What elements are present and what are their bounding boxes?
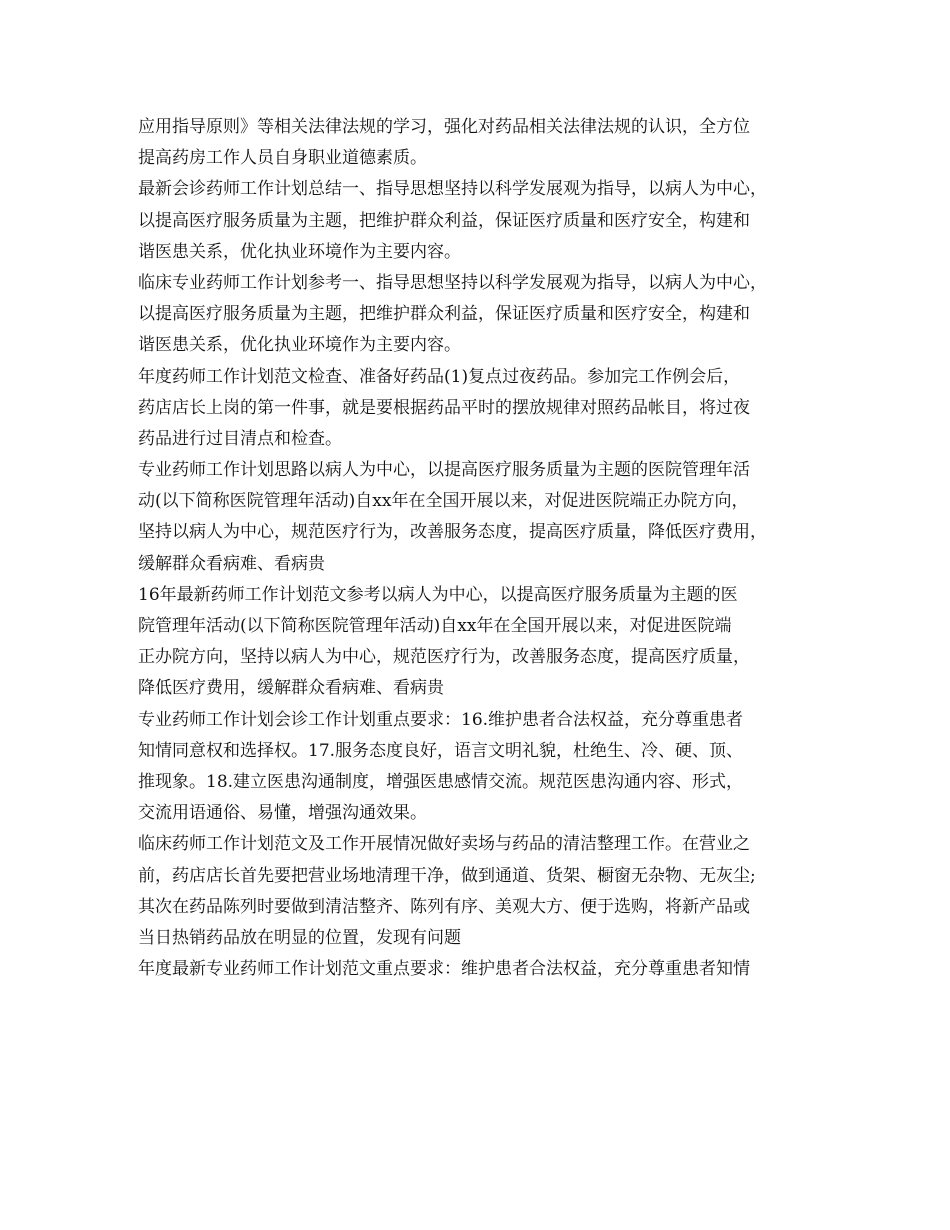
text-line: 应用指导原则》等相关法律法规的学习，强化对药品相关法律法规的认识，全方位 [138, 117, 750, 137]
text-line: 院管理年活动(以下简称医院管理年活动)自xx年在全国开展以来，对促进医院端 [138, 616, 732, 636]
text-line: 年度最新专业药师工作计划范文重点要求：维护患者合法权益，充分尊重患者知情 [138, 959, 750, 980]
text-line: 正办院方向，坚持以病人为中心，规范医疗行为，改善服务态度，提高医疗质量， [138, 647, 750, 668]
text-line: 当日热销药品放在明显的位置，发现有问题 [138, 927, 461, 948]
text-line: 专业药师工作计划思路以病人为中心，以提高医疗服务质量为主题的医院管理年活 [138, 460, 750, 481]
text-line: 临床药师工作计划范文及工作开展情况做好卖场与药品的清洁整理工作。在营业之 [138, 834, 750, 855]
text-line: 最新会诊药师工作计划总结一、指导思想坚持以科学发展观为指导，以病人为中心， [138, 179, 767, 200]
text-line: 动(以下简称医院管理年活动)自xx年在全国开展以来，对促进医院端正办院方向， [138, 491, 749, 512]
text-line: 药品进行过目清点和检查。 [138, 428, 342, 449]
text-line: 推现象。18.建立医患沟通制度，增强医患感情交流。规范医患沟通内容、形式， [138, 771, 744, 792]
text-line: 专业药师工作计划会诊工作计划重点要求：16.维护患者合法权益，充分尊重患者 [138, 709, 744, 730]
text-line: 临床专业药师工作计划参考一、指导思想坚持以科学发展观为指导，以病人为中心， [138, 272, 767, 293]
text-line: 谐医患关系，优化执业环境作为主要内容。 [138, 241, 461, 262]
text-line: 降低医疗费用，缓解群众看病难、看病贵 [138, 678, 444, 699]
text-line: 年度药师工作计划范文检查、准备好药品(1)复点过夜药品。参加完工作例会后， [138, 366, 741, 387]
text-line: 以提高医疗服务质量为主题，把维护群众利益，保证医疗质量和医疗安全，构建和 [138, 210, 750, 231]
text-line: 前，药店店长首先要把营业场地清理干净，做到通道、货架、橱窗无杂物、无灰尘; [138, 865, 756, 886]
text-line: 知情同意权和选择权。17.服务态度良好，语言文明礼貌，杜绝生、冷、硬、顶、 [138, 740, 744, 761]
text-line: 缓解群众看病难、看病贵 [138, 553, 325, 574]
text-line: 以提高医疗服务质量为主题，把维护群众利益，保证医疗质量和医疗安全，构建和 [138, 304, 750, 325]
text-line: 其次在药品陈列时要做到清洁整齐、陈列有序、美观大方、便于选购，将新产品或 [138, 896, 750, 917]
document-body [138, 112, 828, 985]
text-line: 谐医患关系，优化执业环境作为主要内容。 [138, 335, 461, 356]
text-line: 提高药房工作人员自身职业道德素质。 [138, 148, 427, 169]
text-line: 坚持以病人为中心，规范医疗行为，改善服务态度，提高医疗质量，降低医疗费用， [138, 522, 767, 543]
text-line: 16年最新药师工作计划范文参考以病人为中心，以提高医疗服务质量为主题的医 [138, 584, 738, 605]
text-line: 药店店长上岗的第一件事，就是要根据药品平时的摆放规律对照药品帐目，将过夜 [138, 397, 750, 418]
text-line: 交流用语通俗、易懂，增强沟通效果。 [138, 803, 427, 824]
